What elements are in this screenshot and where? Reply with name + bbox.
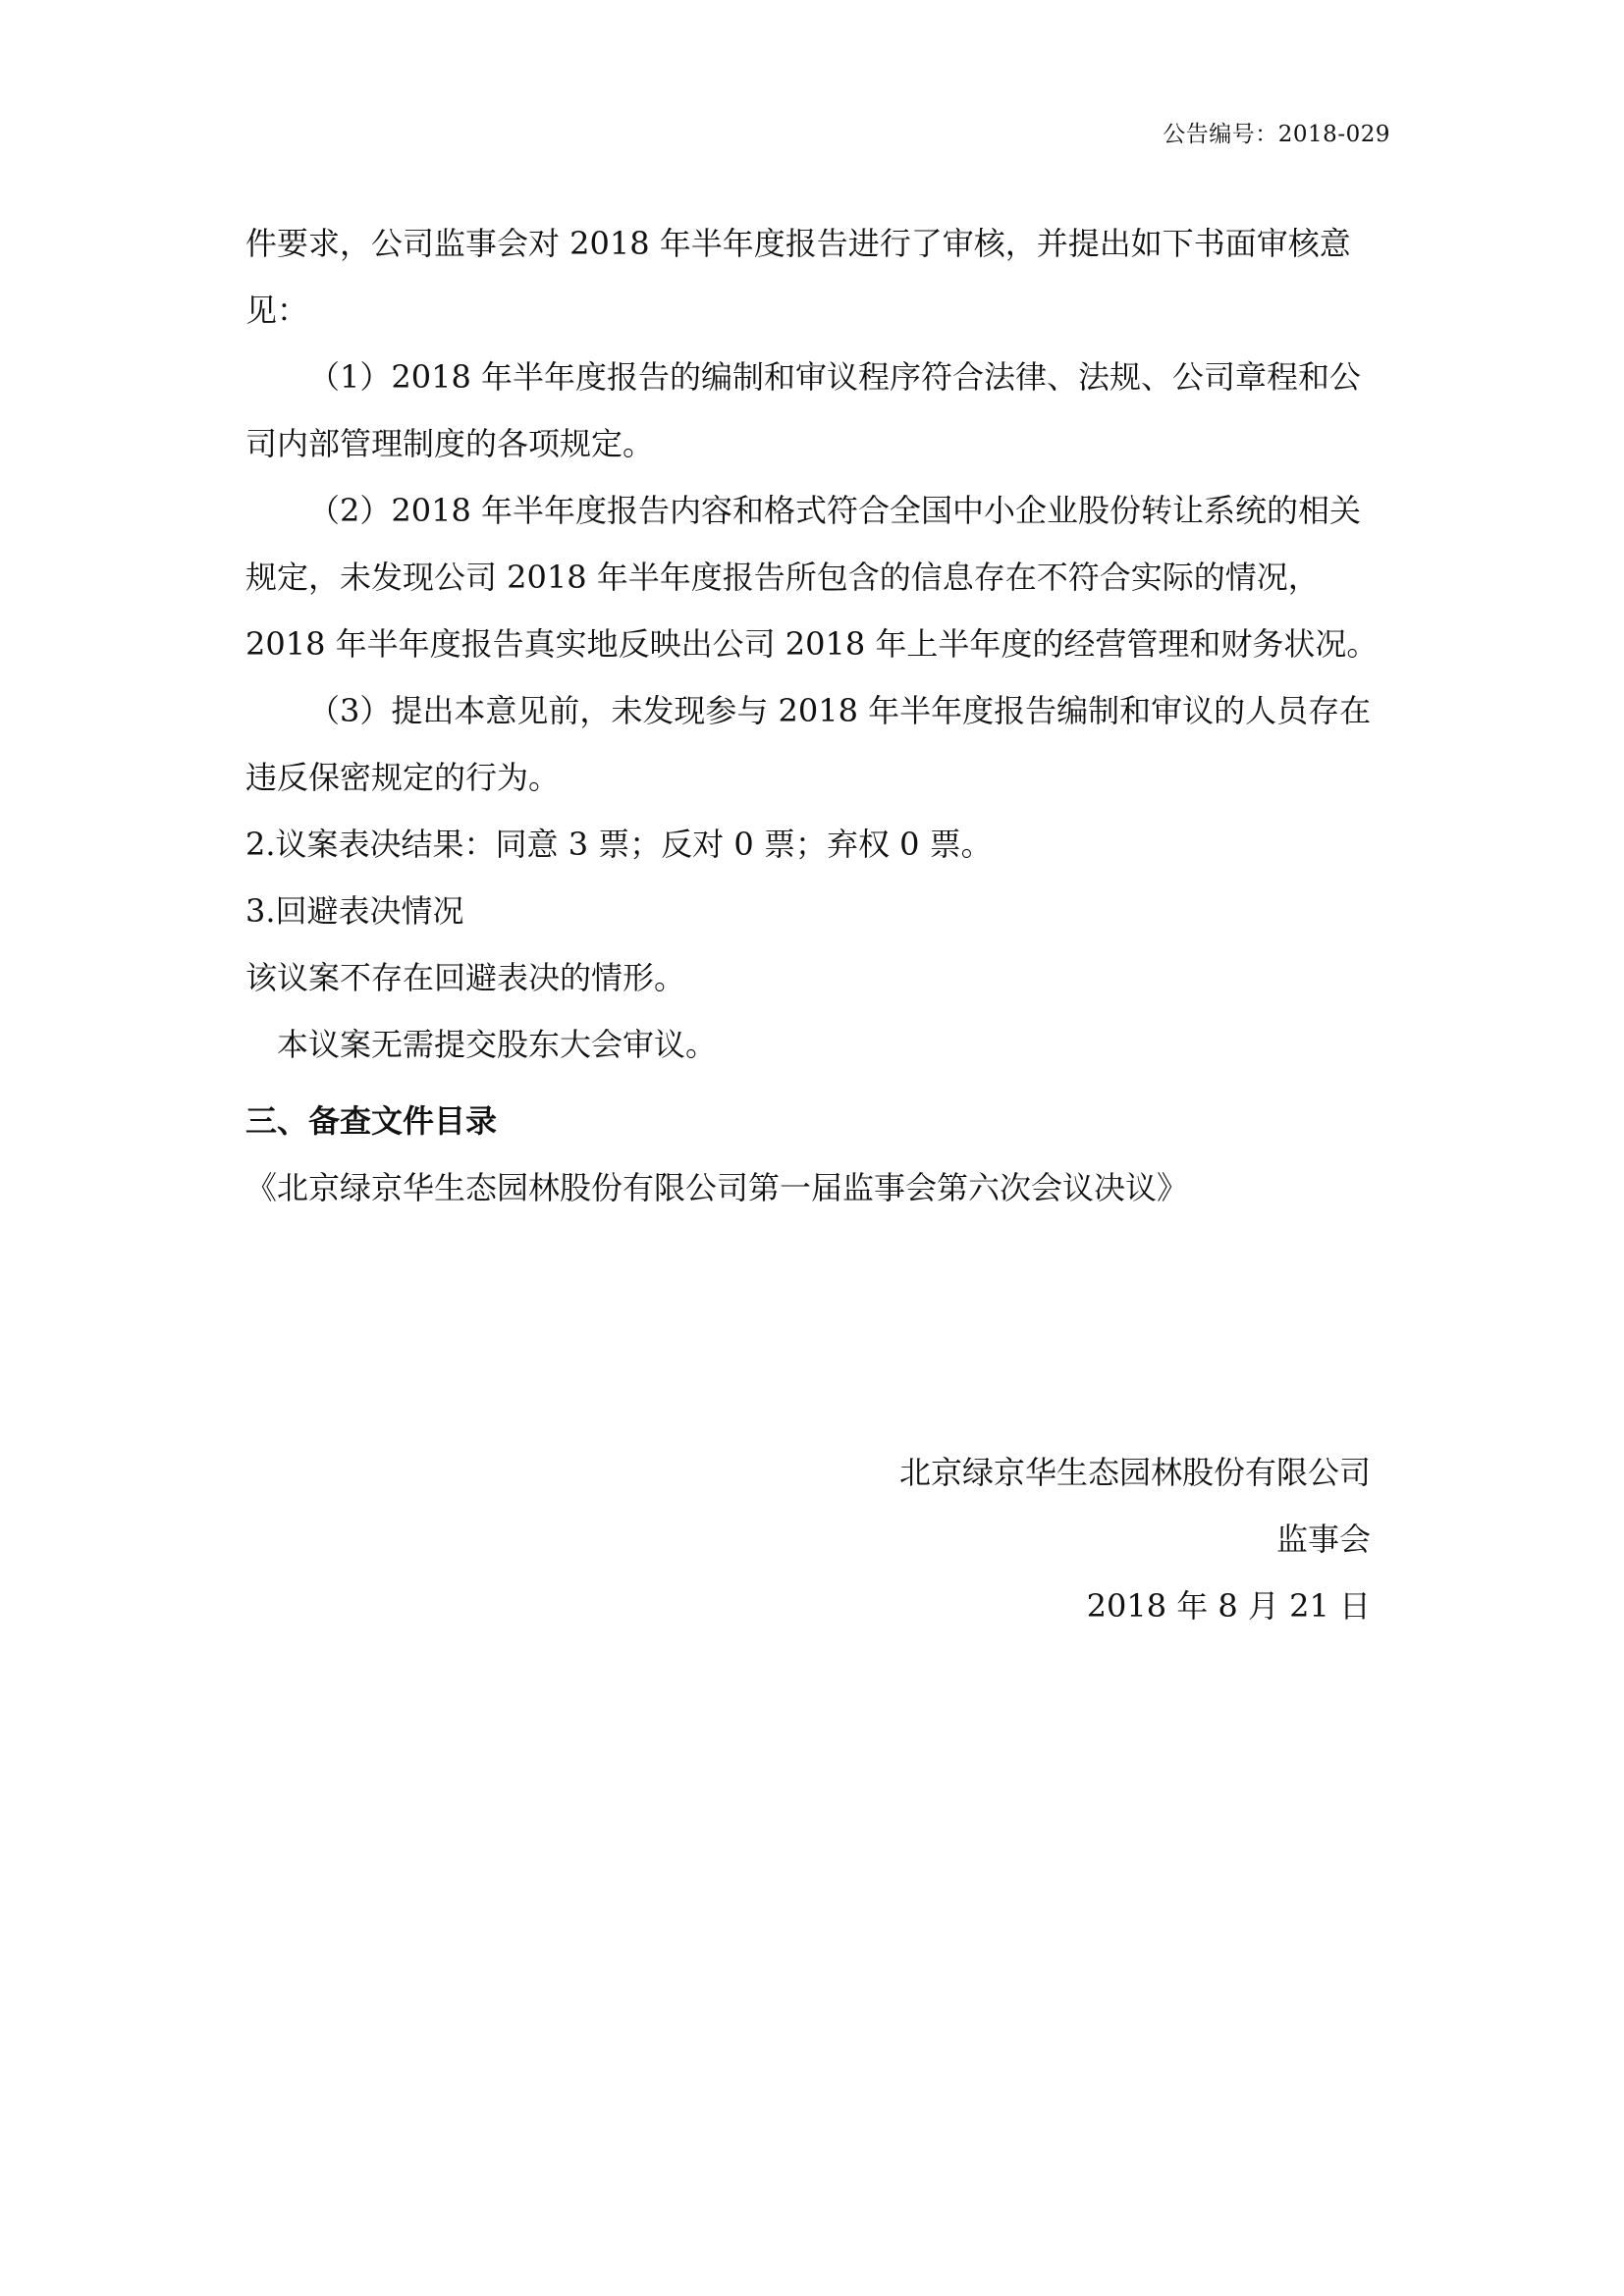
signature-block bbox=[899, 1439, 1371, 1639]
reference-document-title: 《北京绿京华生态园林股份有限公司第一届监事会第六次会议决议》 bbox=[245, 1169, 1189, 1206]
signature-board: 监事会 bbox=[1275, 1521, 1371, 1558]
recusal-title: 3.回避表决情况 bbox=[245, 892, 464, 930]
opinion-item-3: （3）提出本意见前，未发现参与 2018 年半年度报告编制和审议的人员存在违反保密规定的行为。 bbox=[245, 692, 1372, 796]
review-opinion-intro: 件要求，公司监事会对 2018 年半年度报告进行了审核，并提出如下书面审核意见： bbox=[245, 225, 1351, 329]
opinion-item-1: （1）2018 年半年度报告的编制和审议程序符合法律、法规、公司章程和公司内部管理制度的各项规定。 bbox=[245, 358, 1361, 462]
recusal-text: 该议案不存在回避表决的情形。 bbox=[245, 959, 686, 996]
document-body bbox=[245, 210, 1384, 1221]
section-heading-reference-documents: 三、备查文件目录 bbox=[245, 1102, 498, 1140]
vote-result: 2.议案表决结果：同意 3 票；反对 0 票；弃权 0 票。 bbox=[245, 826, 993, 863]
signature-company: 北京绿京华生态园林股份有限公司 bbox=[898, 1454, 1371, 1491]
signature-date: 2018 年 8 月 21 日 bbox=[1086, 1587, 1371, 1625]
no-shareholder-review: 本议案无需提交股东大会审议。 bbox=[277, 1026, 718, 1063]
opinion-item-2: （2）2018 年半年度报告内容和格式符合全国中小企业股份转让系统的相关规定，未发现公司 2018 年半年度报告所包含的信息存在不符合实际的情况，2018 年半年度报告真实地反映出公司 2018 年上半年度的经营管理和财务状况。 bbox=[245, 492, 1379, 663]
announcement-number: 公告编号：2018-029 bbox=[1163, 122, 1390, 147]
